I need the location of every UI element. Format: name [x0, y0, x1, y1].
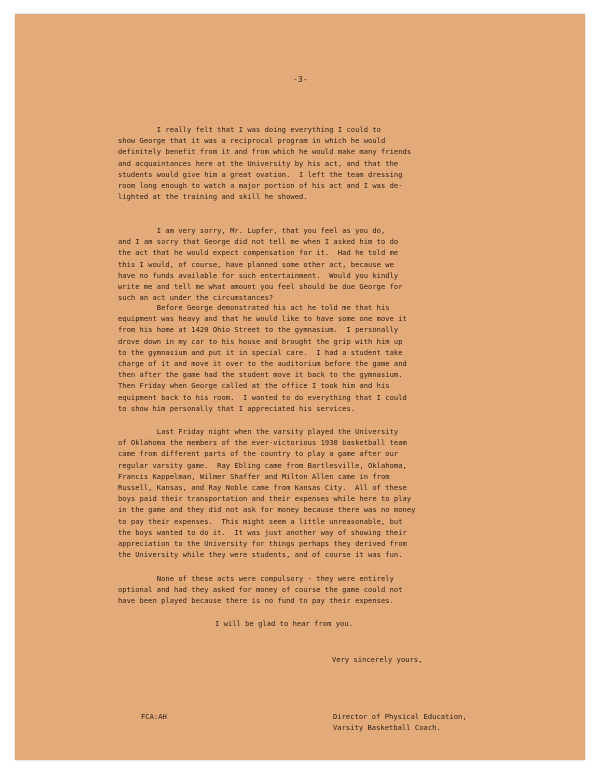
text-line: to the gymnasium and put it in special care. I had a student take — [118, 347, 403, 357]
text-line: I am very sorry, Mr. Lupfer, that you feel as you do, — [118, 226, 386, 235]
text-line: to pay their expenses. This might seem a little unreasonable, but — [118, 516, 403, 526]
paragraph-5 — [118, 573, 558, 607]
paragraph-1 — [118, 124, 558, 202]
reference-initials: FCA:AH — [141, 712, 167, 721]
page-number: -3- — [293, 75, 308, 84]
closing: Very sincerely yours, — [332, 655, 423, 664]
paragraph-6 — [215, 618, 600, 629]
text-line: boys paid their transportation and their expenses while here to play — [118, 494, 412, 504]
text-line: equipment was heavy and that he would like to have some one move it — [118, 314, 407, 324]
text-line: regular varsity game. Ray Ebling came from Bartlesville, Oklahoma, — [118, 460, 407, 470]
text-line: Francis Kappelman, Wilmer Shaffer and Milton Allen came in from — [118, 471, 390, 481]
text-line: optional and had they asked for money of course the game could not — [118, 585, 403, 595]
text-line: show George that it was a reciprocal program in which he would — [118, 136, 386, 146]
text-line: the University while they were students, and of course it was fun. — [118, 550, 403, 560]
text-line: have been played because there is no fund to pay their expenses. — [118, 596, 394, 606]
text-line: and acquaintances here at the University by his act, and that the — [118, 158, 399, 168]
letter-page — [15, 14, 585, 760]
text-line: this I would, of course, have planned some other act, because we — [118, 259, 394, 269]
text-line: such an act under the circumstances? — [118, 293, 274, 303]
text-line: Then Friday when George called at the office I took him and his — [118, 381, 390, 391]
text-line: and I am sorry that George did not tell me when I asked him to do — [118, 237, 399, 247]
signature-title-line: Director of Physical Education, — [333, 712, 467, 721]
text-line: Before George demonstrated his act he told me that his — [118, 303, 390, 312]
text-line: Russell, Kansas, and Ray Noble came from Kansas City. All of these — [118, 483, 407, 493]
text-line: drove down in my car to his house and brought the grip with him up — [118, 336, 403, 346]
text-line: students would give him a great ovation. I left the team dressing — [118, 169, 403, 179]
paragraph-4 — [118, 426, 558, 560]
text-line: lighted at the training and skill he showed. — [118, 192, 308, 202]
text-line: have no funds available for such entertainment. Would you kindly — [118, 270, 399, 280]
text-line: the act that he would expect compensation for it. Had he told me — [118, 248, 399, 258]
text-line: in the game and they did not ask for money because there was no money — [118, 505, 416, 515]
text-line: Last Friday night when the varsity played the University — [118, 427, 399, 436]
text-line: from his home at 1420 Ohio Street to the gymnasium. I personally — [118, 325, 399, 335]
text-line: write me and tell me what amount you feel should be due George for — [118, 282, 403, 292]
text-line: of Oklahoma the members of the ever-victorious 1930 basketball team — [118, 438, 407, 448]
text-line: definitely benefit from it and from which he would make many friends — [118, 147, 412, 157]
text-line: room long enough to watch a major portion of his act and I was de- — [118, 181, 403, 191]
text-line: appreciation to the University for things perhaps they derived from — [118, 539, 407, 549]
signature-title-line: Varsity Basketball Coach. — [333, 723, 441, 733]
text-line: came from different parts of the country to play a game after our — [118, 449, 399, 459]
text-line: equipment back to his room. I wanted to do everything that I could — [118, 392, 407, 402]
text-line: then after the game had the student move it back to the gymnasium. — [118, 370, 403, 380]
text-line: I really felt that I was doing everything I could to — [118, 125, 381, 134]
signature-block — [333, 711, 467, 733]
text-line: to show him personally that I appreciated his services. — [118, 403, 356, 413]
text-line: None of these acts were compulsory - they were entirely — [118, 574, 394, 583]
paragraph-3 — [118, 302, 558, 414]
text-line: I will be glad to hear from you. — [215, 619, 353, 628]
text-line: charge of it and move it over to the auditorium before the game and — [118, 359, 407, 369]
paragraph-2 — [118, 225, 558, 303]
text-line: the boys wanted to do it. It was just another way of showing their — [118, 527, 407, 537]
